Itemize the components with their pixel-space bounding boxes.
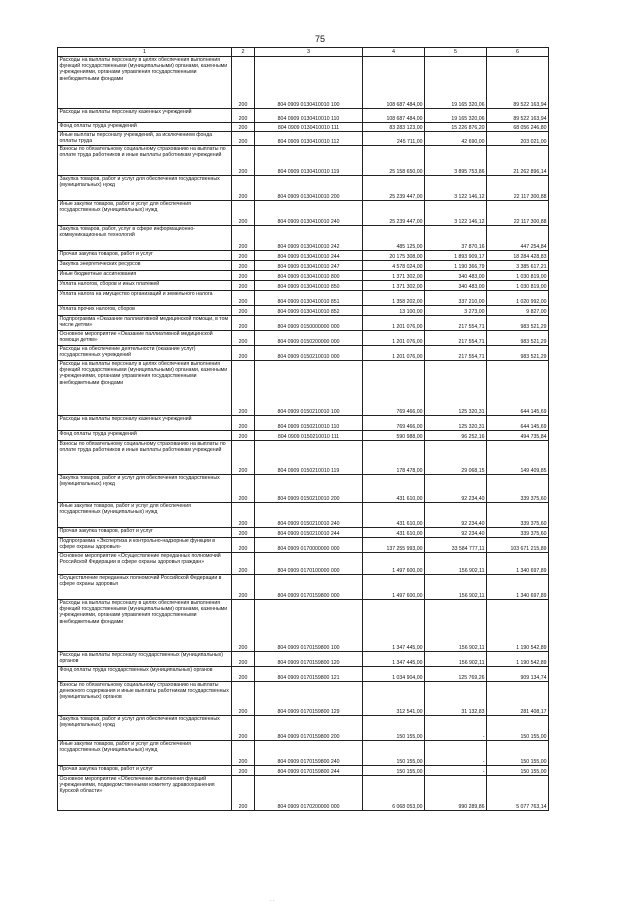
- table-row: [58, 306, 549, 316]
- row-grbs-cell: 200: [232, 109, 255, 123]
- table-row: [58, 281, 549, 291]
- row-grbs-cell: 200: [232, 431, 255, 441]
- row-remaining-cell: 21 262 896,14: [487, 146, 549, 176]
- table-header-row: [58, 48, 549, 57]
- row-grbs-cell: 200: [232, 776, 255, 811]
- table-row: [58, 431, 549, 441]
- row-planned-cell: 1 347 445,00: [363, 600, 425, 652]
- row-remaining-cell: 150 155,00: [487, 716, 549, 741]
- column-header: 6: [487, 48, 549, 57]
- row-code-cell: 804 0909 0170159800 244: [255, 766, 363, 776]
- row-remaining-cell: 644 145,69: [487, 361, 549, 416]
- row-executed-cell: 125 769,26: [425, 667, 487, 682]
- row-code-cell: 804 0909 0170159800 000: [255, 575, 363, 600]
- table-row: [58, 132, 549, 146]
- row-name-cell: Прочая закупка товаров, работ и услуг: [58, 251, 232, 261]
- row-planned-cell: 25 239 447,00: [363, 176, 425, 201]
- row-code-cell: 804 0909 0150000000 000: [255, 316, 363, 331]
- row-planned-cell: 25 239 447,00: [363, 201, 425, 226]
- row-executed-cell: 156 902,11: [425, 575, 487, 600]
- row-grbs-cell: 200: [232, 316, 255, 331]
- row-grbs-cell: 200: [232, 57, 255, 109]
- row-executed-cell: -: [425, 766, 487, 776]
- scan-marks: · ·: [270, 898, 275, 904]
- row-remaining-cell: 103 671 215,89: [487, 538, 549, 553]
- table-row: [58, 109, 549, 123]
- row-name-cell: Взносы по обязательному социальному страхованию на выплаты денежного содержания и иные выплаты работникам государственных (муниципальных) органов: [58, 682, 232, 716]
- row-executed-cell: 92 234,40: [425, 528, 487, 538]
- row-executed-cell: 3 895 753,86: [425, 146, 487, 176]
- budget-table: [57, 47, 549, 811]
- row-executed-cell: 1 190 366,79: [425, 261, 487, 271]
- row-grbs-cell: 200: [232, 416, 255, 431]
- row-code-cell: 804 0909 0170159800 240: [255, 741, 363, 766]
- row-code-cell: 804 0909 0150210010 119: [255, 441, 363, 475]
- row-executed-cell: 217 554,71: [425, 346, 487, 361]
- row-name-cell: Иные закупки товаров, работ и услуг для обеспечения государственных (муниципальных) нужд: [58, 201, 232, 226]
- row-code-cell: 804 0909 0150210010 200: [255, 475, 363, 503]
- row-grbs-cell: 200: [232, 528, 255, 538]
- row-grbs-cell: 200: [232, 600, 255, 652]
- row-executed-cell: 33 584 777,11: [425, 538, 487, 553]
- row-planned-cell: 108 687 484,00: [363, 109, 425, 123]
- row-code-cell: 804 0909 0170159800 200: [255, 716, 363, 741]
- row-remaining-cell: 22 117 300,88: [487, 201, 549, 226]
- row-remaining-cell: 18 284 428,83: [487, 251, 549, 261]
- row-remaining-cell: 983 521,29: [487, 316, 549, 331]
- row-code-cell: 804 0909 0130410010 851: [255, 291, 363, 306]
- row-name-cell: Уплата прочих налогов, сборов: [58, 306, 232, 316]
- row-remaining-cell: 150 155,00: [487, 766, 549, 776]
- table-row: [58, 503, 549, 528]
- row-planned-cell: 245 711,00: [363, 132, 425, 146]
- row-grbs-cell: 200: [232, 176, 255, 201]
- row-code-cell: 804 0909 0170159800 121: [255, 667, 363, 682]
- row-remaining-cell: 3 385 617,21: [487, 261, 549, 271]
- row-name-cell: Осуществление переданных полномочий Российской Федерации в сфере охраны здоровья: [58, 575, 232, 600]
- row-planned-cell: 1 201 076,00: [363, 316, 425, 331]
- row-name-cell: Расходы на выплаты персоналу в целях обеспечения выполнения функций государственными (муниципальными) органами, казенными учреждениями, органами управления государственными внебюджетными фондами: [58, 57, 232, 109]
- row-code-cell: 804 0909 0130410010 852: [255, 306, 363, 316]
- row-planned-cell: 178 478,00: [363, 441, 425, 475]
- row-executed-cell: 217 554,71: [425, 331, 487, 346]
- row-code-cell: 804 0909 0130410010 112: [255, 132, 363, 146]
- row-code-cell: 804 0909 0170159800 120: [255, 652, 363, 667]
- row-planned-cell: 1 371 302,00: [363, 281, 425, 291]
- row-code-cell: 804 0909 0130410010 244: [255, 251, 363, 261]
- row-remaining-cell: 203 021,00: [487, 132, 549, 146]
- table-row: [58, 741, 549, 766]
- row-executed-cell: 337 210,00: [425, 291, 487, 306]
- row-name-cell: Закупка энергетических ресурсов: [58, 261, 232, 271]
- row-remaining-cell: 1 190 542,89: [487, 652, 549, 667]
- table-row: [58, 226, 549, 251]
- row-code-cell: 804 0909 0170159800 100: [255, 600, 363, 652]
- row-grbs-cell: 200: [232, 741, 255, 766]
- table-row: [58, 528, 549, 538]
- row-planned-cell: 1 497 600,00: [363, 575, 425, 600]
- table-row: [58, 538, 549, 553]
- row-executed-cell: -: [425, 716, 487, 741]
- row-executed-cell: 156 902,11: [425, 652, 487, 667]
- row-executed-cell: 3 122 146,12: [425, 176, 487, 201]
- row-code-cell: 804 0909 0130410010 110: [255, 109, 363, 123]
- row-grbs-cell: 200: [232, 766, 255, 776]
- row-name-cell: Расходы на обеспечение деятельности (оказание услуг) государственных учреждений: [58, 346, 232, 361]
- row-executed-cell: 340 483,00: [425, 281, 487, 291]
- row-executed-cell: 96 252,16: [425, 431, 487, 441]
- row-grbs-cell: 200: [232, 132, 255, 146]
- row-planned-cell: 769 466,00: [363, 361, 425, 416]
- row-name-cell: Закупка товаров, работ и услуг для обеспечения государственных (муниципальных) нужд: [58, 475, 232, 503]
- row-remaining-cell: 494 735,84: [487, 431, 549, 441]
- row-name-cell: Взносы по обязательному социальному страхованию на выплаты по оплате труда работников и иные выплаты работникам учреждений: [58, 441, 232, 475]
- table-row: [58, 291, 549, 306]
- row-planned-cell: 1 201 076,00: [363, 331, 425, 346]
- row-code-cell: 804 0909 0130410010 247: [255, 261, 363, 271]
- table-row: [58, 716, 549, 741]
- row-name-cell: Основное мероприятие «Осуществление переданных полномочий Российской Федерации в сфере охраны здоровья граждан»: [58, 553, 232, 575]
- row-code-cell: 804 0909 0150200000 000: [255, 331, 363, 346]
- row-code-cell: 804 0909 0130410010 242: [255, 226, 363, 251]
- row-grbs-cell: 200: [232, 261, 255, 271]
- table-row: [58, 441, 549, 475]
- table-row: [58, 600, 549, 652]
- row-planned-cell: 4 578 024,00: [363, 261, 425, 271]
- row-code-cell: 804 0909 0170159800 129: [255, 682, 363, 716]
- row-name-cell: Прочая закупка товаров, работ и услуг: [58, 766, 232, 776]
- row-remaining-cell: 983 521,29: [487, 331, 549, 346]
- row-remaining-cell: 149 409,85: [487, 441, 549, 475]
- row-planned-cell: 1 497 600,00: [363, 553, 425, 575]
- row-executed-cell: 31 132,83: [425, 682, 487, 716]
- row-remaining-cell: 5 077 763,14: [487, 776, 549, 811]
- row-code-cell: 804 0909 0150210010 000: [255, 346, 363, 361]
- table-row: [58, 766, 549, 776]
- row-grbs-cell: 200: [232, 201, 255, 226]
- row-grbs-cell: 200: [232, 226, 255, 251]
- row-name-cell: Расходы на выплаты персоналу казенных учреждений: [58, 109, 232, 123]
- row-planned-cell: 150 155,00: [363, 766, 425, 776]
- row-name-cell: Расходы на выплаты персоналу государственных (муниципальных) органов: [58, 652, 232, 667]
- row-name-cell: Взносы по обязательному социальному страхованию на выплаты по оплате труда работников и иные выплаты работникам учреждений: [58, 146, 232, 176]
- row-code-cell: 804 0909 0150210010 244: [255, 528, 363, 538]
- row-planned-cell: 108 687 484,00: [363, 57, 425, 109]
- row-remaining-cell: 89 522 163,94: [487, 109, 549, 123]
- row-remaining-cell: 68 056 246,80: [487, 123, 549, 132]
- row-remaining-cell: 1 340 697,89: [487, 575, 549, 600]
- row-remaining-cell: 644 145,69: [487, 416, 549, 431]
- row-name-cell: Расходы на выплаты персоналу в целях обеспечения выполнения функций государственными (муниципальными) органами, казенными учреждениями, органами управления государственными внебюджетными фондами: [58, 600, 232, 652]
- row-name-cell: Фонд оплаты труда учреждений: [58, 123, 232, 132]
- row-planned-cell: 431 610,00: [363, 528, 425, 538]
- row-code-cell: 804 0909 0150210010 100: [255, 361, 363, 416]
- row-planned-cell: 150 155,00: [363, 741, 425, 766]
- row-remaining-cell: 9 827,00: [487, 306, 549, 316]
- row-code-cell: 804 0909 0170000000 000: [255, 538, 363, 553]
- row-remaining-cell: 339 375,60: [487, 528, 549, 538]
- row-remaining-cell: 1 030 819,00: [487, 281, 549, 291]
- row-planned-cell: 1 371 302,00: [363, 271, 425, 281]
- row-name-cell: Иные выплаты персоналу учреждений, за исключением фонда оплаты труда: [58, 132, 232, 146]
- row-name-cell: Основное мероприятие «Обеспечение выполнения функций учреждениями, подведомственными комитету здравоохранения Курской области»: [58, 776, 232, 811]
- table-row: [58, 553, 549, 575]
- row-planned-cell: 1 201 076,00: [363, 346, 425, 361]
- row-grbs-cell: 200: [232, 271, 255, 281]
- row-executed-cell: 125 320,31: [425, 416, 487, 431]
- table-row: [58, 682, 549, 716]
- row-name-cell: Прочая закупка товаров, работ и услуг: [58, 528, 232, 538]
- row-code-cell: 804 0909 0130410010 800: [255, 271, 363, 281]
- row-executed-cell: 340 483,00: [425, 271, 487, 281]
- row-planned-cell: 1 358 202,00: [363, 291, 425, 306]
- row-name-cell: Основное мероприятие «Оказание паллиативной медицинской помощи детям»: [58, 331, 232, 346]
- row-planned-cell: 485 125,00: [363, 226, 425, 251]
- table-row: [58, 57, 549, 109]
- row-grbs-cell: 200: [232, 361, 255, 416]
- row-remaining-cell: 22 117 300,88: [487, 176, 549, 201]
- row-grbs-cell: 200: [232, 306, 255, 316]
- row-code-cell: 804 0909 0170100000 000: [255, 553, 363, 575]
- row-code-cell: 804 0909 0130410010 240: [255, 201, 363, 226]
- row-remaining-cell: 1 340 697,89: [487, 553, 549, 575]
- column-header: 3: [255, 48, 363, 57]
- row-remaining-cell: 909 134,74: [487, 667, 549, 682]
- row-executed-cell: 29 068,15: [425, 441, 487, 475]
- column-header: 5: [425, 48, 487, 57]
- row-grbs-cell: 200: [232, 281, 255, 291]
- row-remaining-cell: 281 408,17: [487, 682, 549, 716]
- row-planned-cell: 150 155,00: [363, 716, 425, 741]
- row-planned-cell: 312 541,00: [363, 682, 425, 716]
- row-name-cell: Закупка товаров, работ, услуг в сфере информационно-коммуникационных технологий: [58, 226, 232, 251]
- row-grbs-cell: 200: [232, 441, 255, 475]
- column-header: 4: [363, 48, 425, 57]
- row-planned-cell: 1 347 445,00: [363, 652, 425, 667]
- table-row: [58, 146, 549, 176]
- row-planned-cell: 25 158 650,00: [363, 146, 425, 176]
- page-number: 75: [314, 34, 325, 44]
- row-planned-cell: 20 175 308,00: [363, 251, 425, 261]
- table-row: [58, 251, 549, 261]
- table-row: [58, 416, 549, 431]
- row-executed-cell: 19 165 320,06: [425, 109, 487, 123]
- row-planned-cell: 769 466,00: [363, 416, 425, 431]
- row-grbs-cell: 200: [232, 667, 255, 682]
- row-remaining-cell: 150 155,00: [487, 741, 549, 766]
- row-name-cell: Расходы на выплаты персоналу в целях обеспечения выполнения функций государственными (муниципальными) органами, казенными учреждениями, органами управления государственными внебюджетными фондами: [58, 361, 232, 416]
- row-planned-cell: 1 034 904,00: [363, 667, 425, 682]
- row-code-cell: 804 0909 0170200000 000: [255, 776, 363, 811]
- row-name-cell: Расходы на выплаты персоналу казенных учреждений: [58, 416, 232, 431]
- row-grbs-cell: 200: [232, 553, 255, 575]
- budget-table-body: [58, 57, 549, 811]
- row-remaining-cell: 1 030 819,00: [487, 271, 549, 281]
- row-executed-cell: 990 289,86: [425, 776, 487, 811]
- row-code-cell: 804 0909 0130410010 100: [255, 57, 363, 109]
- row-remaining-cell: 447 254,84: [487, 226, 549, 251]
- row-remaining-cell: 1 020 992,00: [487, 291, 549, 306]
- row-code-cell: 804 0909 0150210010 111: [255, 431, 363, 441]
- column-header: 1: [58, 48, 232, 57]
- row-remaining-cell: 1 190 542,89: [487, 600, 549, 652]
- table-row: [58, 261, 549, 271]
- row-grbs-cell: 200: [232, 682, 255, 716]
- row-executed-cell: 15 226 876,20: [425, 123, 487, 132]
- row-grbs-cell: 200: [232, 652, 255, 667]
- row-executed-cell: 156 902,11: [425, 600, 487, 652]
- table-row: [58, 776, 549, 811]
- row-grbs-cell: 200: [232, 346, 255, 361]
- table-row: [58, 331, 549, 346]
- row-grbs-cell: 200: [232, 538, 255, 553]
- row-remaining-cell: 983 521,29: [487, 346, 549, 361]
- row-planned-cell: 431 610,00: [363, 503, 425, 528]
- row-planned-cell: 137 255 993,00: [363, 538, 425, 553]
- row-executed-cell: 3 122 146,12: [425, 201, 487, 226]
- row-grbs-cell: 200: [232, 291, 255, 306]
- row-executed-cell: 92 234,40: [425, 475, 487, 503]
- column-header: 2: [232, 48, 255, 57]
- row-grbs-cell: 200: [232, 575, 255, 600]
- row-remaining-cell: 339 375,60: [487, 475, 549, 503]
- row-grbs-cell: 200: [232, 716, 255, 741]
- row-name-cell: Иные закупки товаров, работ и услуг для обеспечения государственных (муниципальных) нужд: [58, 741, 232, 766]
- row-executed-cell: -: [425, 741, 487, 766]
- row-grbs-cell: 200: [232, 475, 255, 503]
- row-code-cell: 804 0909 0130410010 119: [255, 146, 363, 176]
- row-name-cell: Закупка товаров, работ и услуг для обеспечения государственных (муниципальных) нужд: [58, 176, 232, 201]
- row-grbs-cell: 200: [232, 123, 255, 132]
- row-executed-cell: 92 234,40: [425, 503, 487, 528]
- row-name-cell: Подпрограмма «Экспертиза и контрольно-надзорные функции в сфере охраны здоровья»: [58, 538, 232, 553]
- row-name-cell: Уплата налога на имущество организаций и земельного налога: [58, 291, 232, 306]
- table-row: [58, 346, 549, 361]
- row-executed-cell: 156 902,11: [425, 553, 487, 575]
- table-row: [58, 176, 549, 201]
- row-code-cell: 804 0909 0150210010 110: [255, 416, 363, 431]
- row-name-cell: Иные закупки товаров, работ и услуг для обеспечения государственных (муниципальных) нужд: [58, 503, 232, 528]
- row-grbs-cell: 200: [232, 503, 255, 528]
- table-row: [58, 652, 549, 667]
- row-planned-cell: 431 610,00: [363, 475, 425, 503]
- row-executed-cell: 217 554,71: [425, 316, 487, 331]
- row-executed-cell: 125 320,31: [425, 361, 487, 416]
- row-executed-cell: 1 893 909,17: [425, 251, 487, 261]
- row-executed-cell: 37 870,16: [425, 226, 487, 251]
- row-planned-cell: 83 283 123,00: [363, 123, 425, 132]
- row-code-cell: 804 0909 0150210010 240: [255, 503, 363, 528]
- table-row: [58, 361, 549, 416]
- row-planned-cell: 6 068 053,00: [363, 776, 425, 811]
- table-row: [58, 271, 549, 281]
- row-grbs-cell: 200: [232, 331, 255, 346]
- row-executed-cell: 19 165 320,06: [425, 57, 487, 109]
- row-name-cell: Фонд оплаты труда государственных (муниципальных) органов: [58, 667, 232, 682]
- table-row: [58, 475, 549, 503]
- row-planned-cell: 13 100,00: [363, 306, 425, 316]
- table-row: [58, 667, 549, 682]
- row-code-cell: 804 0909 0130410010 200: [255, 176, 363, 201]
- row-name-cell: Уплата налогов, сборов и иных платежей: [58, 281, 232, 291]
- row-executed-cell: 3 273,00: [425, 306, 487, 316]
- row-planned-cell: 590 988,00: [363, 431, 425, 441]
- row-remaining-cell: 339 375,60: [487, 503, 549, 528]
- table-row: [58, 123, 549, 132]
- row-name-cell: Иные бюджетные ассигнования: [58, 271, 232, 281]
- row-name-cell: Подпрограмма «Оказание паллиативной медицинской помощи, в том числе детям»: [58, 316, 232, 331]
- row-remaining-cell: 89 522 163,94: [487, 57, 549, 109]
- row-name-cell: Закупка товаров, работ и услуг для обеспечения государственных (муниципальных) нужд: [58, 716, 232, 741]
- row-code-cell: 804 0909 0130410010 850: [255, 281, 363, 291]
- row-grbs-cell: 200: [232, 146, 255, 176]
- row-name-cell: Фонд оплаты труда учреждений: [58, 431, 232, 441]
- table-row: [58, 316, 549, 331]
- table-row: [58, 201, 549, 226]
- row-grbs-cell: 200: [232, 251, 255, 261]
- table-row: [58, 575, 549, 600]
- row-code-cell: 804 0909 0130410010 111: [255, 123, 363, 132]
- row-executed-cell: 42 690,00: [425, 132, 487, 146]
